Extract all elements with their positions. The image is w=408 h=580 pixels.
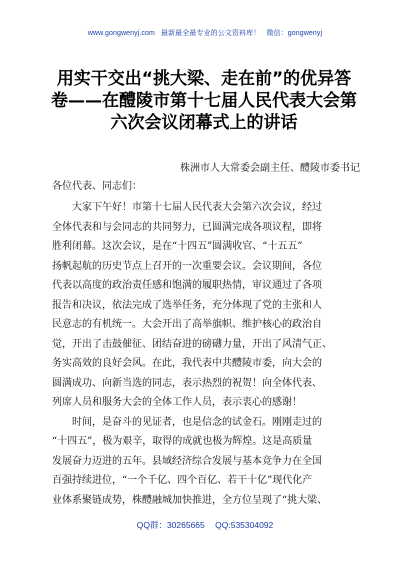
qq-group: QQ群：30265665 [136, 520, 205, 530]
body-line: 百强持续进位，“一个千亿、四个百亿、若干十亿”现代化产 [52, 475, 313, 486]
title-line-3: 六次会议闭幕式上的讲话 [110, 113, 298, 133]
body-text [52, 198, 364, 510]
body-line: 圆满成功、向新当选的同志，表示热烈的祝贺！向全体代表、 [52, 377, 322, 389]
qq-number: QQ:535304092 [215, 520, 274, 530]
body-line: 发展奋力迈进的五年。县域经济综合发展与基本竞争力在全国 [52, 455, 322, 467]
body-line: 业体系聚链成势，株醴融城加快推进，全方位呈现了“挑大梁、 [52, 494, 328, 506]
body-line: 全体代表和与会同志的共同努力，已圆满完成各项议程，即将 [52, 221, 322, 233]
body-line: “十四五”，极为艰辛，取得的成就也极为辉煌。这是高质量 [52, 436, 313, 447]
author-line: 株洲市人大常委会副主任、醴陵市委书记 [180, 163, 360, 174]
site-url-link[interactable]: www.gongwenyj.com [87, 30, 155, 37]
body-line: 时间，是奋斗的见证者，也是信念的试金石。刚刚走过的 [52, 416, 322, 428]
body-line: 务实高效的良好会风。在此，我代表中共醴陵市委，向大会的 [52, 358, 322, 369]
body-line: 报告和决议，依法完成了选举任务，充分体现了党的主张和人 [52, 299, 322, 311]
body-line: 列席人员和服务大会的全体工作人员，表示衷心的感谢！ [52, 397, 302, 408]
contact-footer [60, 519, 350, 531]
salutation: 各位代表、同志们： [52, 181, 142, 192]
document-title [48, 68, 360, 134]
site-slogan: 最新最全最专业的公文资料库！ [160, 30, 261, 37]
body-line: 民意志的有机统一。大会开出了高举旗帜、维护核心的政治自 [52, 319, 322, 330]
site-banner [60, 28, 350, 38]
body-line: 胜利闭幕。这次会议，是在“十四五”圆满收官、“十五五” [52, 241, 303, 252]
title-line-2: 卷——在醴陵市第十七届人民代表大会第 [51, 91, 357, 111]
body-line: 大家下午好！市第十七届人民代表大会第六次会议，经过 [52, 202, 322, 213]
wechat-id: 微信：gongwenyj [266, 30, 323, 37]
body-line: 代表以高度的政治责任感和饱满的履职热情，审议通过了各项 [52, 280, 322, 291]
body-line: 扬帆起航的历史节点上召开的一次重要会议。会议期间，各位 [52, 260, 322, 272]
title-line-1: 用实干交出“挑大梁、走在前”的优异答 [56, 69, 352, 89]
body-line: 觉，开出了击鼓催征、团结奋进的磅礴力量，开出了风清气正、 [52, 338, 332, 350]
